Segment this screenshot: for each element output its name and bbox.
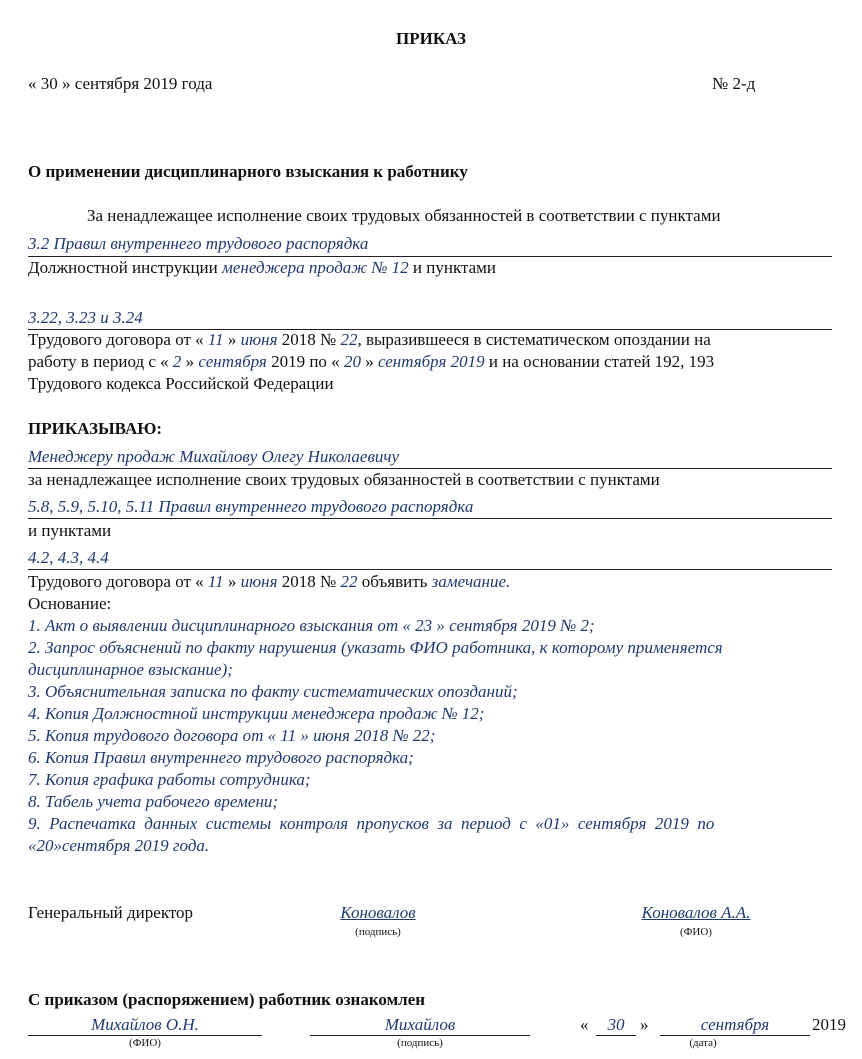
order-heading: ПРИКАЗЫВАЮ: — [28, 419, 163, 438]
and-points: и пунктами — [28, 521, 112, 540]
ack-close-quote: » — [640, 1015, 649, 1034]
contract-line-3: Трудового кодекса Российской Федерации — [28, 374, 334, 393]
clause-rules-2: 5.8, 5.9, 5.10, 5.11 Правил внутреннего трудового распорядка — [28, 497, 474, 516]
ack-sign-caption: (подпись) — [397, 1037, 443, 1049]
ack-employee-name: Михайлов О.Н. — [91, 1015, 199, 1034]
underline — [28, 518, 832, 519]
order-number: № 2-д — [712, 74, 756, 93]
basis-item: «20»сентября 2019 года. — [28, 836, 210, 855]
underline — [28, 468, 832, 469]
ack-year: 2019 — [812, 1015, 846, 1034]
basis-item: дисциплинарное взыскание); — [28, 660, 233, 679]
basis-item: 2. Запрос объяснений по факту нарушения (указать ФИО работника, к которому применяется — [28, 638, 723, 657]
ack-employee-signature: Михайлов — [384, 1015, 456, 1034]
basis-item: 8. Табель учета рабочего времени; — [28, 792, 279, 811]
ack-month: сентября — [700, 1015, 770, 1034]
basis-label: Основание: — [28, 594, 112, 613]
underline — [28, 1035, 262, 1036]
basis-item: 4. Копия Должностной инструкции менеджера продаж № 12; — [28, 704, 485, 723]
underline — [28, 569, 832, 570]
basis-item: 9. Распечатка данных системы контроля пропусков за период с «01» сентября 2019 по — [28, 814, 715, 833]
order-subject: О применении дисциплинарного взыскания к работнику — [28, 162, 468, 181]
basis-item: 1. Акт о выявлении дисциплинарного взыскания от « 23 » сентября 2019 № 2; — [28, 616, 595, 635]
order-date: « 30 » сентября 2019 года — [28, 74, 213, 93]
basis-item: 6. Копия Правил внутреннего трудового распорядка; — [28, 748, 414, 767]
employee-name: Менеджеру продаж Михайлову Олегу Николаевичу — [28, 447, 399, 466]
director-name: Коновалов А.А. — [641, 903, 751, 922]
intro2-text: за ненадлежащее исполнение своих трудовых обязанностей в соответствии с пунктами — [28, 470, 660, 489]
ack-open-quote: « — [580, 1015, 589, 1034]
director-signature: Коновалов — [340, 903, 416, 922]
basis-item: 7. Копия графика работы сотрудника; — [28, 770, 311, 789]
job-instruction-line: Должностной инструкции менеджера продаж № 12 и пунктами — [28, 258, 497, 277]
clause-job-points: 3.22, 3.23 и 3.24 — [28, 308, 143, 327]
contract-line-2: работу в период с « 2 » сентября 2019 по « 20 » сентября 2019 и на основании статей 192, 193 — [28, 352, 715, 371]
underline — [660, 1035, 810, 1036]
underline — [28, 256, 832, 257]
clause-rules: 3.2 Правил внутреннего трудового распорядка — [28, 234, 369, 253]
ack-heading: С приказом (распоряжением) работник ознакомлен — [28, 990, 426, 1009]
contract-line-1: Трудового договора от « 11 » июня 2018 № 22, выразившееся в систематическом опоздании на — [28, 330, 711, 349]
clause-contract-points: 4.2, 4.3, 4.4 — [28, 548, 109, 567]
intro-text: За ненадлежащее исполнение своих трудовых обязанностей в соответствии с пунктами — [87, 206, 721, 225]
ack-name-caption: (ФИО) — [129, 1037, 161, 1049]
director-label: Генеральный директор — [28, 903, 194, 922]
director-signature-caption: (подпись) — [355, 926, 401, 938]
ack-day: 30 — [607, 1015, 625, 1034]
ack-date-caption: (дата) — [689, 1037, 717, 1049]
document-title: ПРИКАЗ — [396, 29, 466, 48]
basis-item: 3. Объяснительная записка по факту систематических опозданий; — [28, 682, 518, 701]
contract-reprimand-line: Трудового договора от « 11 » июня 2018 № 22 объявить замечание. — [28, 572, 511, 591]
underline — [596, 1035, 636, 1036]
basis-item: 5. Копия трудового договора от « 11 » июня 2018 № 22; — [28, 726, 436, 745]
director-name-caption: (ФИО) — [680, 926, 712, 938]
underline — [310, 1035, 530, 1036]
